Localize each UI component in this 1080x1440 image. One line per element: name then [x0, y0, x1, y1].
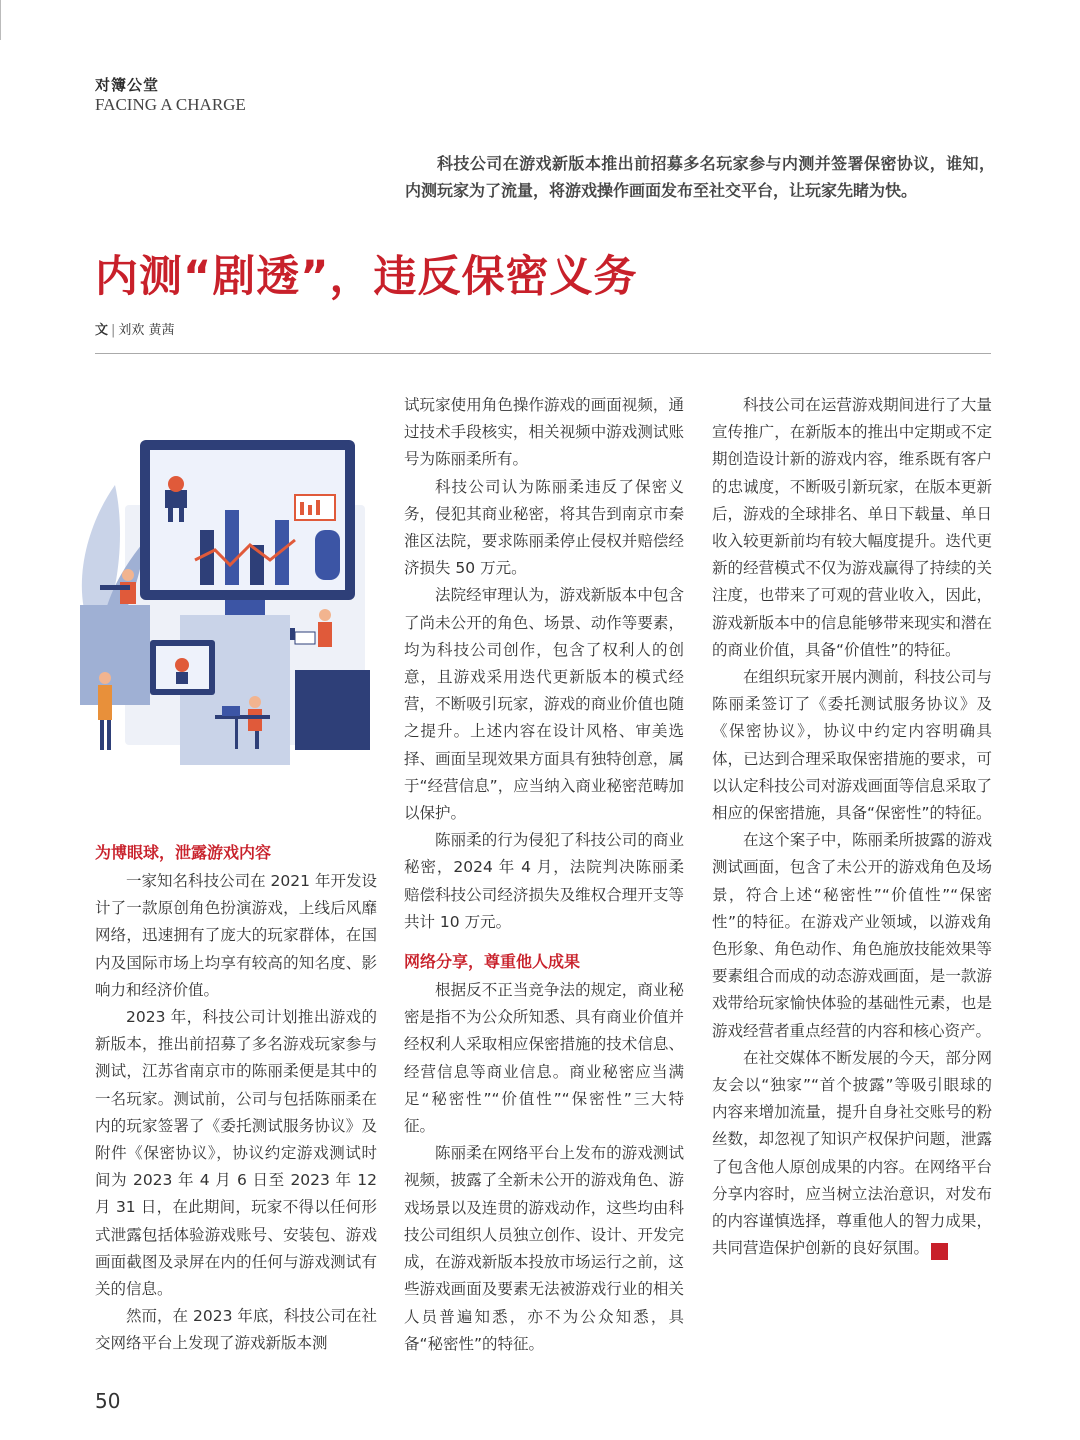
paragraph: 在这个案子中，陈丽柔所披露的游戏测试画面，包含了未公开的游戏角色及场景，符合上述“秘密性”“价值性”“保密性”的特征。在游戏产业领域，以游戏角色形象、角色动作、角色施放技能效果等要素组合而成的动态游戏画面，是一款游戏带给玩家愉快体验的基础性元素，也是游戏经营者重点经营的内容和核心资产。	[712, 831, 992, 1040]
paragraph: 陈丽柔在网络平台上发布的游戏测试视频，披露了全新未公开的游戏角色、游戏场景以及连贯的游戏动作，这些均由科技公司组织人员独立创作、设计、开发完成，在游戏新版本投放市场运行之前，这些游戏画面及要素无法被游戏行业的相关人员普遍知悉，亦不为公众知悉，具备“秘密性”的特征。	[404, 1144, 684, 1353]
section-heading-2: 网络分享，尊重他人成果	[404, 952, 581, 972]
section-heading-1: 为博眼球，泄露游戏内容	[95, 843, 272, 862]
article-column-1	[95, 827, 377, 1358]
article-column-3	[712, 392, 992, 1263]
game-testing-illustration	[70, 410, 380, 790]
column-tag-english: FACING A CHARGE	[95, 95, 246, 114]
paragraph: 一家知名科技公司在 2021 年开发设计了一款原创角色扮演游戏，上线后风靡网络，迅速拥有了庞大的玩家群体，在国内及国际市场上均享有较高的知名度、影响力和经济价值。	[95, 872, 377, 999]
paragraph: 2023 年，科技公司计划推出游戏的新版本，推出前招募了多名游戏玩家参与测试，江苏省南京市的陈丽柔便是其中的一名玩家。测试前，公司与包括陈丽柔在内的玩家签署了《委托测试服务协议》及附件《保密协议》，协议约定游戏测试时间为 2023 年 4 月 6 日至 2023 年 12 月 31 日，在此期间，玩家不得以任何形式泄露包括体验游戏账号、安装包、游戏画面截图及录屏在内的任何与游戏测试有关的信息。	[95, 1008, 377, 1299]
paragraph: 根据反不正当竞争法的规定，商业秘密是指不为公众所知悉、具有商业价值并经权利人采取相应保密措施的技术信息、经营信息等商业信息。商业秘密应当满足“秘密性”“价值性”“保密性”三大特征。	[404, 981, 684, 1136]
end-mark-icon: fz	[931, 1243, 948, 1260]
byline-authors: 刘欢 黄茜	[118, 323, 175, 338]
paragraph: 然而，在 2023 年底，科技公司在社交网络平台上发现了游戏新版本测	[95, 1307, 377, 1353]
paragraph-final	[712, 1045, 992, 1263]
lead-paragraph: 科技公司在游戏新版本推出前招募多名玩家参与内测并签署保密协议，谁知，内测玩家为了流量，将游戏操作画面发布至社交平台，让玩家先睹为快。	[405, 154, 995, 200]
byline-label: 文	[95, 323, 109, 338]
paragraph: 陈丽柔的行为侵犯了科技公司的商业秘密，2024 年 4 月，法院判决陈丽柔赔偿科技公司经济损失及维权合理开支等共计 10 万元。	[404, 831, 684, 931]
paragraph: 科技公司在运营游戏期间进行了大量宣传推广，在新版本的推出中定期或不定期创造设计新的游戏内容，维系既有客户的忠诚度，不断吸引新玩家，在版本更新后，游戏的全球排名、单日下载量、单日收入较更新前均有较大幅度提升。迭代更新的经营模式不仅为游戏赢得了持续的关注度，也带来了可观的营业收入，因此，游戏新版本中的信息能够带来现实和潜在的商业价值，具备“价值性”的特征。	[712, 396, 992, 659]
page-edge-mark	[0, 0, 6, 40]
paragraph-final-text: 在社交媒体不断发展的今天，部分网友会以“独家”“首个披露”等吸引眼球的内容来增加流量，提升自身社交账号的粉丝数，却忽视了知识产权保护问题，泄露了包含他人原创成果的内容。在网络平台分享内容时，应当树立法治意识，对发布的内容谨慎选择，尊重他人的智力成果，共同营造保护创新的良好氛围。	[712, 1048, 992, 1258]
article-column-2	[404, 392, 684, 1358]
page-number: 50	[95, 1389, 121, 1413]
header-divider	[95, 353, 991, 354]
byline: 文 | 刘欢 黄茜	[95, 323, 175, 338]
article-headline: 内测“剧透”，违反保密义务	[95, 252, 638, 302]
paragraph: 在组织玩家开展内测前，科技公司与陈丽柔签订了《委托测试服务协议》及《保密协议》，协议中约定内容明确具体，已达到合理采取保密措施的要求，可以认定科技公司对游戏画面等信息采取了相应的保密措施，具备“保密性”的特征。	[712, 668, 992, 823]
paragraph: 科技公司认为陈丽柔违反了保密义务，侵犯其商业秘密，将其告到南京市秦淮区法院，要求陈丽柔停止侵权并赔偿经济损失 50 万元。	[404, 477, 684, 578]
column-tag: 对簿公堂	[95, 76, 160, 94]
paragraph-continued: 试玩家使用角色操作游戏的画面视频，通过技术手段核实，相关视频中游戏测试账号为陈丽柔所有。	[404, 396, 684, 469]
paragraph: 法院经审理认为，游戏新版本中包含了尚未公开的角色、场景、动作等要素，均为科技公司创作，包含了权利人的创意，且游戏采用迭代更新版本的模式经营，不断吸引玩家，游戏的商业价值也随之提升。上述内容在设计风格、审美选择、画面呈现效果方面具有独特创意，属于“经营信息”，应当纳入商业秘密范畴加以保护。	[404, 586, 684, 823]
